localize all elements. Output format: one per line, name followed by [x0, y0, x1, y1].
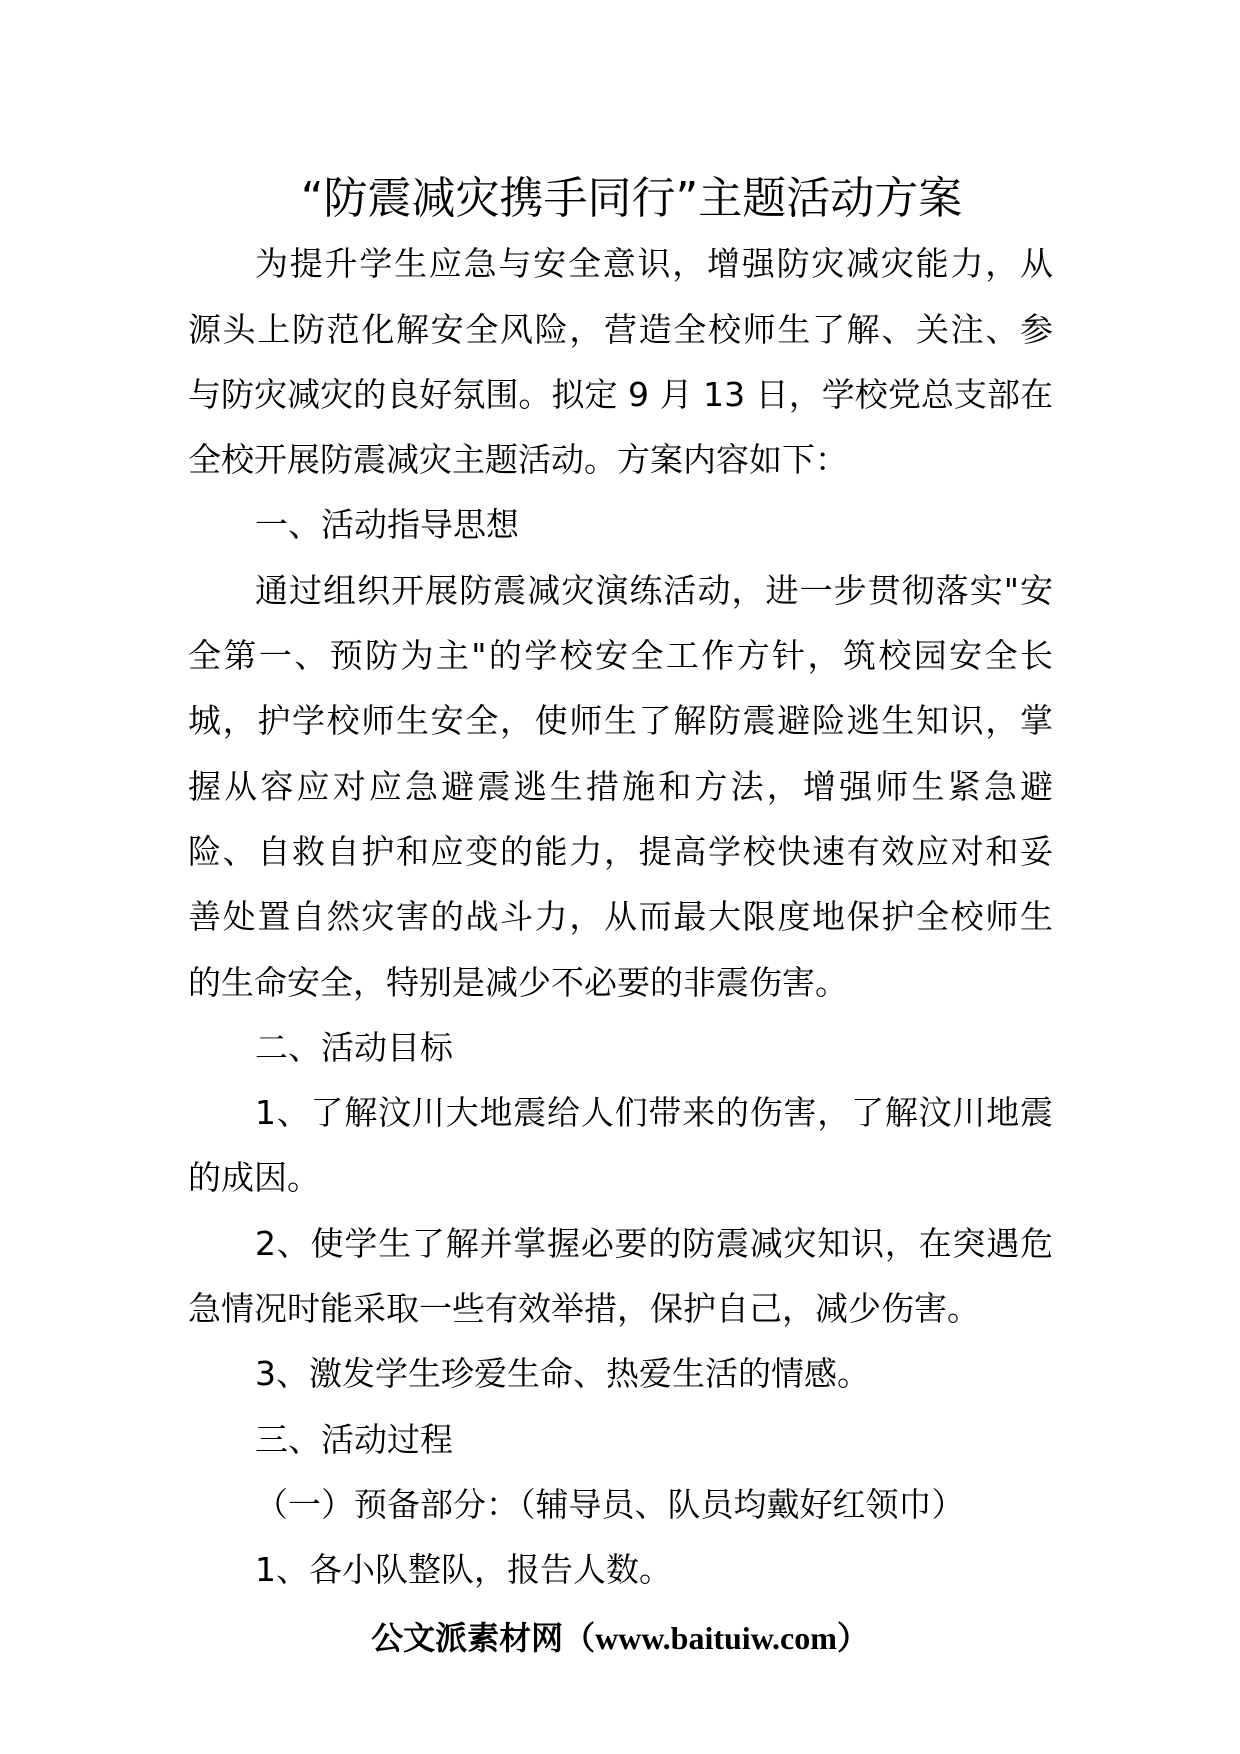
- section-heading: 三、活动过程: [255, 1419, 453, 1459]
- paragraph-line: 与防灾减灾的良好氛围。拟定 9 月 13 日，学校党总支部在: [188, 374, 1053, 414]
- list-item: [188, 1080, 1053, 1211]
- list-item: [188, 1211, 1053, 1342]
- paragraph-line: 握从容应对应急避震逃生措施和方法，增强师生紧急避: [188, 766, 1053, 806]
- list-item: [188, 1537, 1053, 1602]
- paragraph-line: 2、使学生了解并掌握必要的防震减灾知识，在突遇危: [255, 1223, 1053, 1263]
- section-1-paragraph: [188, 558, 1053, 1015]
- paragraph-line: 源头上防范化解安全风险，营造全校师生了解、关注、参: [188, 309, 1053, 349]
- subsection-heading: （一）预备部分：（辅导员、队员均戴好红领巾）: [255, 1484, 965, 1524]
- paragraph-line: 急情况时能采取一些有效举措，保护自己，减少伤害。: [188, 1289, 980, 1329]
- paragraph-line: 城，护学校师生安全，使师生了解防震避险逃生知识，掌: [188, 701, 1053, 741]
- intro-paragraph: [188, 231, 1053, 492]
- paragraph-line: 1、了解汶川大地震给人们带来的伤害，了解汶川地震: [255, 1093, 1053, 1133]
- paragraph-line: 通过组织开展防震减灾演练活动，进一步贯彻落实"安: [255, 570, 1053, 610]
- document-body: [188, 166, 1053, 1603]
- document-title: “防震减灾携手同行”主题活动方案: [300, 173, 963, 224]
- paragraph-line: 的生命安全，特别是减少不必要的非震伤害。: [188, 962, 848, 1002]
- paragraph-line: 全第一、预防为主"的学校安全工作方针，筑校园安全长: [188, 636, 1053, 676]
- paragraph-line: 全校开展防震减灾主题活动。方案内容如下：: [188, 440, 848, 480]
- paragraph-line: 险、自救自护和应变的能力，提高学校快速有效应对和妥: [188, 831, 1053, 871]
- paragraph-line: 善处置自然灾害的战斗力，从而最大限度地保护全校师生: [188, 897, 1053, 937]
- footer-watermark: 公文派素材网（www.baituiw.com）: [371, 1620, 869, 1656]
- paragraph-line: 3、激发学生珍爱生命、热爱生活的情感。: [255, 1354, 870, 1394]
- section-heading: 二、活动目标: [255, 1027, 453, 1067]
- section-heading: 一、活动指导思想: [255, 505, 519, 545]
- paragraph-line: 1、各小队整队，报告人数。: [255, 1550, 672, 1590]
- paragraph-line: 为提升学生应急与安全意识，增强防灾减灾能力，从: [255, 244, 1053, 284]
- list-item: [188, 1341, 1053, 1406]
- paragraph-line: 的成因。: [188, 1158, 320, 1198]
